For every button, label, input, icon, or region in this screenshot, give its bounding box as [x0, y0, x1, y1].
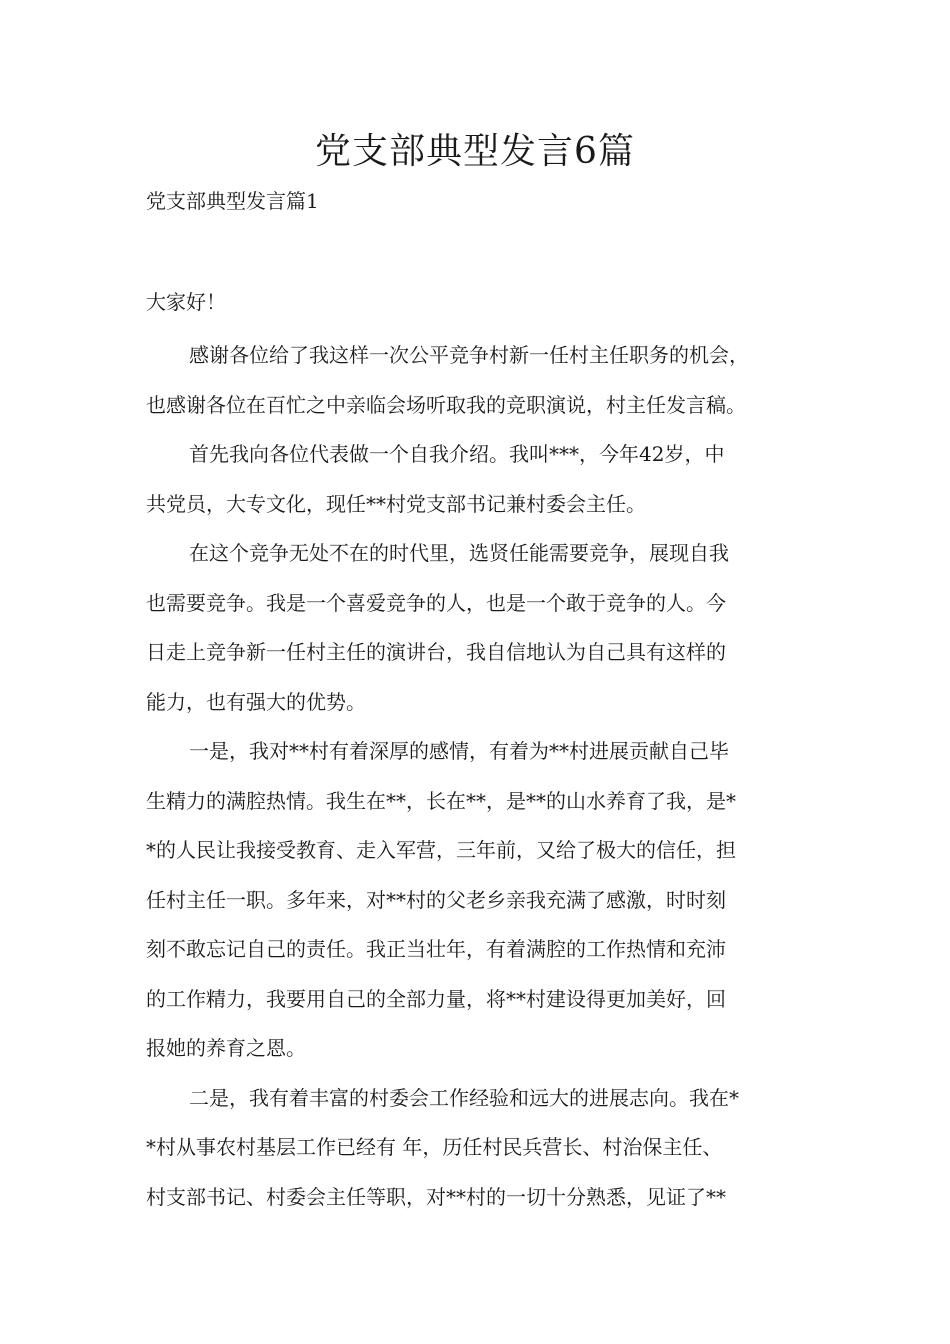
- paragraph: [146, 1074, 816, 1223]
- text-line: 在这个竞争无处不在的时代里，选贤任能需要竞争，展现自我: [189, 541, 729, 565]
- text-line: 能力，也有强大的优势。: [146, 689, 366, 714]
- text-line: 二是，我有着丰富的村委会工作经验和远大的进展志向。我在*: [189, 1085, 739, 1110]
- text-line: 首先我向各位代表做一个自我介绍。我叫***，今年42岁，中: [189, 442, 725, 466]
- text-line: 日走上竞争新一任村主任的演讲台，我自信地认为自己具有这样的: [146, 640, 726, 664]
- document-title: 党支部典型发言6篇: [315, 131, 635, 172]
- section-heading: 党支部典型发言篇1: [146, 189, 319, 213]
- text-line: 村支部书记、村委会主任等职，对**村的一切十分熟悉，见证了**: [146, 1184, 726, 1209]
- text-line: 一是，我对**村有着深厚的感情，有着为**村进展贡献自己毕: [189, 739, 729, 763]
- text-line: 的工作精力，我要用自己的全部力量，将**村建设得更加美好，回: [146, 986, 726, 1011]
- text-line: *村从事农村基层工作已经有 年，历任村民兵营长、村治保主任、: [146, 1135, 723, 1159]
- text-line: 也感谢各位在百忙之中亲临会场听取我的竞职演说，村主任发言稿。: [146, 392, 746, 417]
- paragraph: [146, 430, 816, 529]
- text-line: 报她的养育之恩。: [146, 1036, 306, 1060]
- text-line: 刻不敢忘记自己的责任。我正当壮年，有着满腔的工作热情和充沛: [146, 937, 726, 961]
- body-text: [146, 331, 816, 1222]
- paragraph: [146, 331, 816, 430]
- text-line: 任村主任一职。多年来，对**村的父老乡亲我充满了感激，时时刻: [146, 887, 726, 912]
- text-line: 感谢各位给了我这样一次公平竞争村新一任村主任职务的机会，: [189, 343, 749, 367]
- paragraph: [146, 727, 816, 1074]
- text-line: 共党员，大专文化，现任**村党支部书记兼村委会主任。: [146, 491, 646, 516]
- paragraph: [146, 529, 816, 727]
- text-line: 生精力的满腔热情。我生在**，长在**，是**的山水养育了我，是*: [146, 788, 736, 813]
- greeting: 大家好！: [146, 290, 226, 314]
- text-line: 也需要竞争。我是一个喜爱竞争的人，也是一个敢于竞争的人。今: [146, 590, 726, 615]
- text-line: *的人民让我接受教育、走入军营，三年前，又给了极大的信任，担: [146, 838, 736, 862]
